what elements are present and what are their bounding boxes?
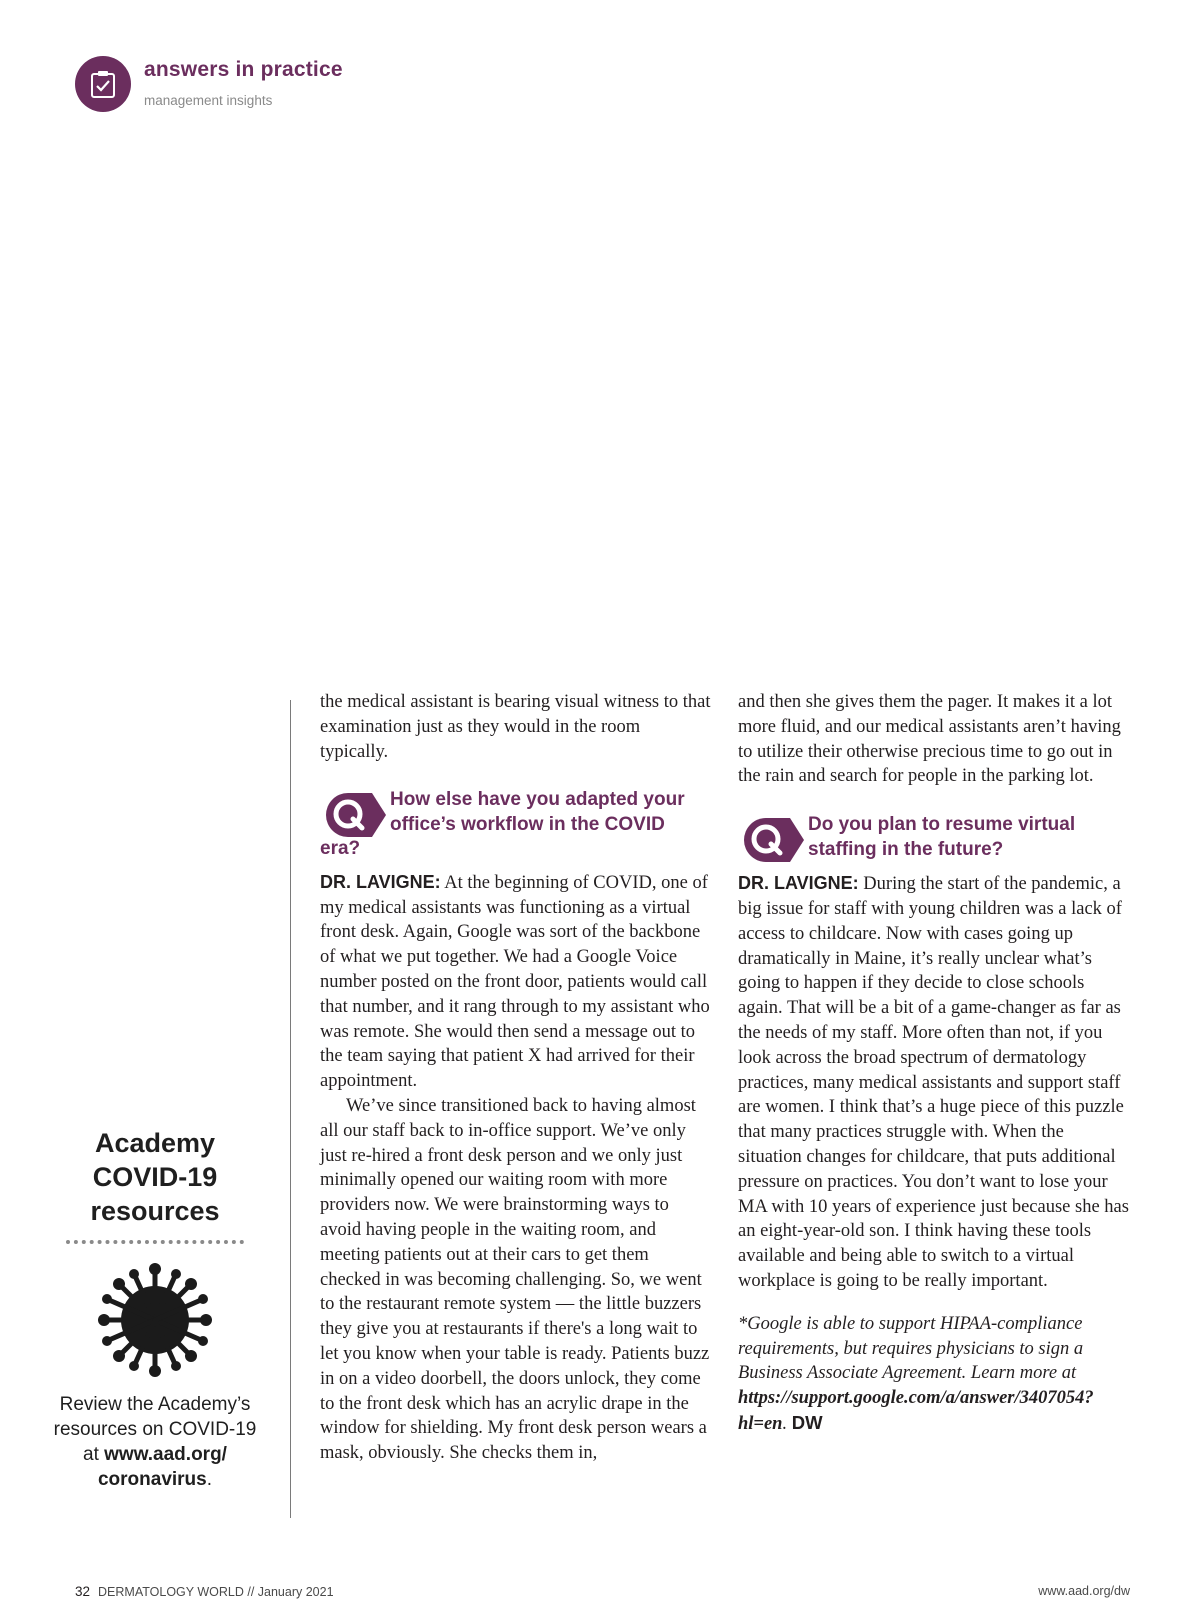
sidebar-title: Academy COVID-19 resources bbox=[90, 1128, 220, 1226]
question-q-icon bbox=[738, 815, 804, 865]
end-mark: DW bbox=[791, 1411, 823, 1433]
paragraph: DR. LAVIGNE: During the start of the pandemic, a big issue for staff with young children was a lack of access to childcare. Now with cases going up dramatically in Maine, it’s really unclear what’s going to happen if they decide to close schools again. That will be a bit of a game-changer as far as the needs of my staff. More often than not, if you look across the broad spectrum of dermatology practices, many medical assistants and support staff are women. I think that’s a huge piece of this puzzle that many practices struggle with. When the situation changes for childcare, that puts additional pressure on practices. You don’t want to lose your MA with 10 years of experience just because she has an eight-year-old son. I think having these tools available and being able to switch to a virtual workplace is going to be really important. bbox=[738, 873, 1129, 1291]
google-support-link[interactable]: https://support.google.com/a/answer/3407054?hl=en bbox=[738, 1388, 1094, 1434]
question-heading: How else have you adapted your office’s workflow in the COVID era? bbox=[320, 789, 685, 860]
dotted-divider bbox=[66, 1240, 244, 1244]
paragraph: DR. LAVIGNE: At the beginning of COVID, one of my medical assistants was functioning as a virtual front desk. Again, Google was sort of the backbone of what we put together. We had a Google Voice number posted on the front door, patients would call that number, and it rang through to my assistant who was remote. She would then send a message out to the team saying that patient X had arrived for their appointment. bbox=[320, 871, 710, 1092]
resources-sidebar bbox=[50, 1126, 260, 1492]
paragraph: and then she gives them the pager. It makes it a lot more fluid, and our medical assistants aren’t having to utilize their otherwise precious time to go out in the rain and search for people in the parking lot. bbox=[738, 692, 1121, 787]
article-column-1 bbox=[320, 690, 712, 1466]
page-number: 32 bbox=[75, 1584, 91, 1599]
footer-url[interactable]: www.aad.org/dw bbox=[1038, 1584, 1130, 1598]
sidebar-text: Review the Academy’s resources on COVID-19 at www.aad.org/ coronavirus. bbox=[53, 1394, 257, 1490]
paragraph: We’ve since transitioned back to having almost all our staff back to in-office support. We’ve only just re-hired a front desk person and we only just minimally opened our waiting room with more providers now. We were brainstorming ways to avoid having people in the waiting room, and meeting patients out at their cars to get them checked in was becoming challenging. So, we went to the restaurant remote system — the little buzzers they give you at restaurants if there's a long wait to let you know when your table is ready. Patients buzz in on a video doorbell, the doors unlock, they come to the front desk which has an acrylic drape in the window for shielding. My front desk person wears a mask, obviously. She checks them in, bbox=[320, 1096, 710, 1464]
coronavirus-icon bbox=[95, 1262, 215, 1378]
article-column-2 bbox=[738, 690, 1130, 1437]
column-rule bbox=[290, 700, 291, 1518]
publication-info: DERMATOLOGY WORLD // January 2021 bbox=[98, 1585, 334, 1599]
paragraph: the medical assistant is bearing visual witness to that examination just as they would in the room typically. bbox=[320, 692, 711, 762]
speaker-name: DR. LAVIGNE: bbox=[738, 873, 859, 894]
clipboard-check-icon bbox=[89, 69, 117, 99]
section-subtitle: management insights bbox=[144, 93, 273, 108]
section-title: answers in practice bbox=[144, 58, 343, 81]
speaker-name: DR. LAVIGNE: bbox=[320, 871, 441, 892]
section-badge bbox=[75, 56, 131, 112]
footnote: *Google is able to support HIPAA-compliance requirements, but requires physicians to sign a Business Associate Agreement. Learn more at https://support.google.com/a/answer/3407054?hl=en. DW bbox=[738, 1313, 1094, 1434]
question-q-icon bbox=[320, 790, 386, 840]
question-heading: Do you plan to resume virtual staffing in the future? bbox=[738, 813, 1130, 863]
resources-link[interactable]: www.aad.org/ coronavirus bbox=[97, 1444, 227, 1490]
footer-left bbox=[75, 1584, 334, 1599]
